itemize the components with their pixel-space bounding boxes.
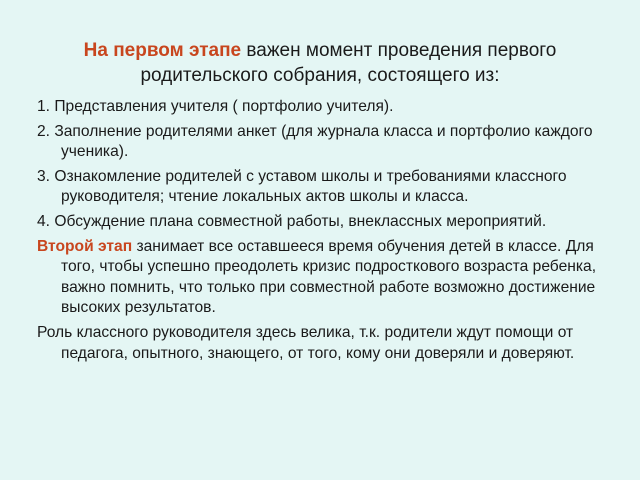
slide-title	[30, 38, 610, 88]
second-stage-text: занимает все оставшееся время обучения детей в классе. Для того, чтобы успешно преодолеть кризис подросткового возраста ребенка, важно помнить, что только при совместной работе возможно достижение высоких результатов.	[61, 237, 597, 317]
title-highlight: На первом этапе	[83, 40, 242, 61]
list-item-1: 1. Представления учителя ( портфолио учителя).	[37, 98, 394, 115]
list-item-2: 2. Заполнение родителями анкет (для журнала класса и портфолио каждого ученика).	[37, 122, 593, 161]
slide-body	[37, 97, 607, 368]
closing-paragraph: Роль классного руководителя здесь велика, т.к. родители ждут помощи от педагога, опытного, знающего, от того, кому они доверяли и доверяют.	[37, 323, 575, 362]
list-item-3: 3. Ознакомление родителей с уставом школы и требованиями классного руководителя; чтение локальных актов школы и класса.	[37, 167, 567, 206]
title-rest: важен момент проведения первого родительского собрания, состоящего из:	[140, 40, 557, 86]
second-stage-highlight: Второй этап	[37, 237, 133, 255]
second-stage-paragraph	[37, 237, 607, 319]
list-item-4: 4. Обсуждение плана совместной работы, внеклассных мероприятий.	[37, 212, 547, 230]
